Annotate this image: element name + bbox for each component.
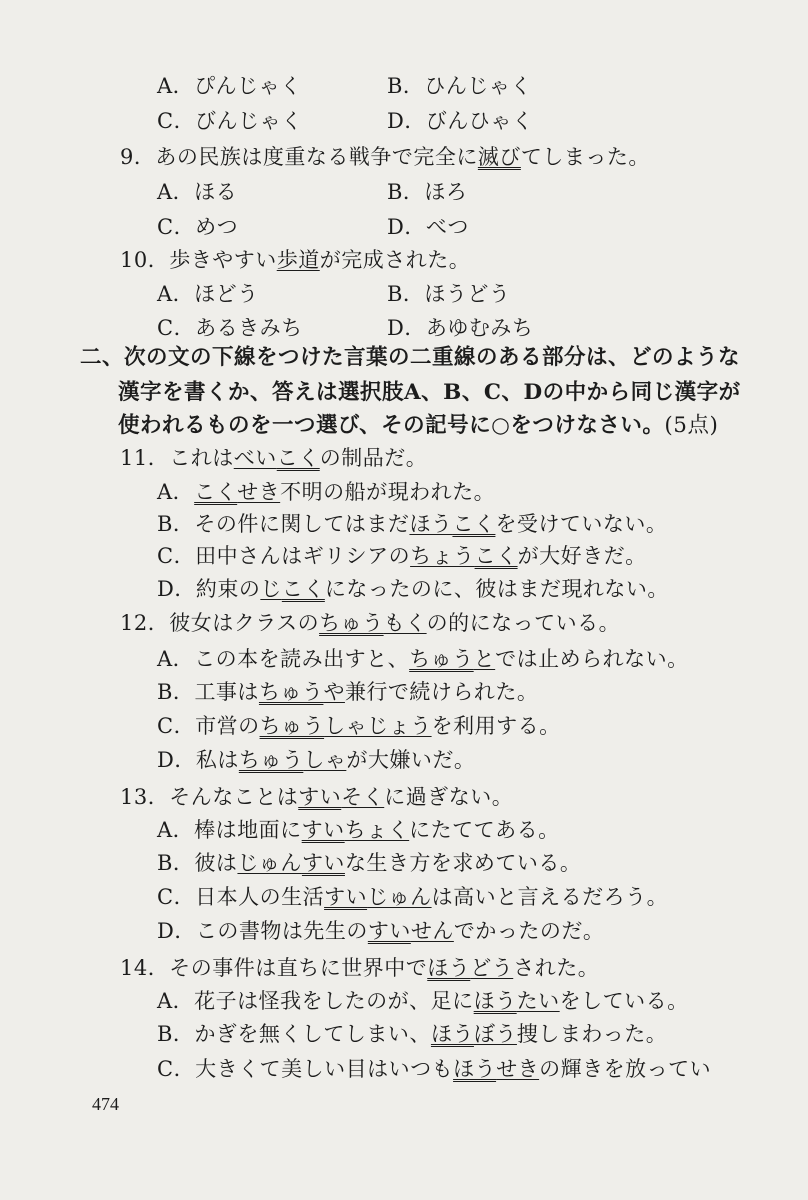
q11-option-d [157,575,669,603]
option-label: B． [157,851,195,875]
double-underlined-part: ほう [427,956,471,980]
option-text: かぎを無くしてしまい、 [194,1022,431,1046]
points-label: (5点) [664,413,719,438]
double-underlined-part: ちゅう [258,680,324,704]
underlined-part: どう [470,956,514,980]
option-label: A． [157,647,195,671]
q10-options-row-2 [157,314,534,342]
q10-option-d: D．あゆむみち [387,316,534,340]
q14-option-c [157,1055,711,1083]
option-text: 大きくて美しい目はいつも [195,1057,454,1081]
option-text: では止められない。 [495,647,689,671]
underlined-part: ちょく [344,818,410,842]
underlined-part: や [323,680,345,704]
question-text: その事件は直ちに世界中で [169,956,428,980]
option-label: C． [157,1057,196,1081]
option-label: C． [157,714,196,738]
option-text: 棒は地面に [194,818,302,842]
option-text: 私は [195,748,239,772]
question-10 [120,246,470,274]
question-text: が完成された。 [319,248,471,272]
target-word: 歩道 [276,248,320,272]
question-text: 歩きやすい [169,248,277,272]
double-underlined-part: こく [194,480,238,504]
double-underlined-part: こく [281,577,325,601]
question-12 [120,609,620,637]
target-word: 滅び [477,145,521,169]
option-label: A． [157,989,195,1013]
q12-option-b [157,678,538,706]
question-number: 11． [120,446,170,470]
option-text: は高いと言えるだろう。 [431,885,669,909]
question-number: 13． [120,785,170,809]
q8-options-row-2 [157,107,534,135]
page-number: 474 [92,1094,119,1114]
option-text: この書物は先生の [195,919,368,943]
option-text: 捜しまわった。 [516,1022,668,1046]
double-underlined-part: すい [324,885,368,909]
option-text: 彼は [194,851,238,875]
q13-option-d [157,917,604,945]
double-underlined-part: すい [301,851,345,875]
question-text: あの民族は度重なる戦争で完全に [155,145,478,169]
double-underlined-part: ちゅう [409,647,474,671]
option-label: C． [157,885,196,909]
q13-option-a [157,816,560,844]
double-underlined-part: ちゅう [238,748,304,772]
q9-option-a: A．ほる [157,180,238,204]
q9-option-d: D．べつ [387,215,469,239]
question-text: そんなことは [169,785,299,809]
underlined-part: じゅん [367,885,432,909]
q13-option-c [157,883,668,911]
underlined-part: せき [237,480,281,504]
q12-option-d [157,746,475,774]
option-label: B． [157,680,195,704]
q14-option-a [157,987,689,1015]
underlined-part: じ [260,577,282,601]
question-14 [120,954,599,982]
q11-option-c [157,542,647,570]
double-underlined-part: こく [452,512,496,536]
underlined-part: ぼう [473,1022,517,1046]
question-number: 12． [120,611,170,635]
q8-option-c: C．びんじゃく [157,109,303,133]
double-underlined-part: すい [367,919,411,943]
q14-option-b [157,1020,667,1048]
option-text: をしている。 [559,989,689,1013]
q9-option-c: C．めつ [157,215,239,239]
question-text: の的になっている。 [426,611,621,635]
underlined-part: ほう [409,512,453,536]
question-9 [120,143,650,171]
option-text: 市営の [195,714,260,738]
q11-option-b [157,510,667,538]
q8-option-b: B．ひんじゃく [387,74,532,98]
question-text: された。 [513,956,600,980]
option-text: を利用する。 [431,714,561,738]
double-underlined-part: こく [276,446,320,470]
option-text: が大嫌いだ。 [346,748,476,772]
q13-option-b [157,849,581,877]
option-text: が大好きだ。 [517,544,647,568]
instruction-text: 使われるものを一つ選び、その記号に○をつけなさい。 [118,413,665,438]
question-13 [120,783,513,811]
section-2-instruction-line-3 [118,412,718,440]
q8-option-d: D．びんひゃく [387,109,534,133]
option-label: C． [157,544,196,568]
q10-option-a: A．ほどう [157,282,259,306]
double-underlined-part: すい [298,785,342,809]
q12-option-a [157,645,689,673]
option-text: になったのに、彼はまだ現れない。 [324,577,669,601]
option-label: D． [157,577,196,601]
option-text: にたててある。 [409,818,560,842]
q12-option-c [157,712,561,740]
section-2-instruction-line-1: 二、次の文の下線をつけた言葉の二重線のある部分は、どのような [80,345,741,370]
question-text: 彼女はクラスの [169,611,320,635]
option-label: B． [157,512,195,536]
question-11 [120,444,427,472]
question-number: 9． [120,145,156,169]
option-text: 約束の [195,577,261,601]
option-label: A． [157,480,195,504]
q10-options-row-1 [157,280,511,308]
option-text: この本を読み出すと、 [194,647,410,671]
double-underlined-part: ほう [473,989,517,1013]
option-text: な生き方を求めている。 [344,851,582,875]
double-underlined-part: ちゅう [319,611,384,635]
q8-options-row-1 [157,72,532,100]
underlined-part: ちょう [410,544,475,568]
option-text: 日本人の生活 [195,885,325,909]
question-number: 14． [120,956,170,980]
question-number: 10． [120,248,170,272]
underlined-part: しゃ [303,748,347,772]
question-text: の制品だ。 [319,446,428,470]
underlined-part: せき [496,1057,540,1081]
underlined-part: べい [233,446,277,470]
option-text: 不明の船が現われた。 [280,480,496,504]
option-text: その件に関してはまだ [194,512,410,536]
option-text: 兼行で続けられた。 [344,680,539,704]
option-text: の輝きを放ってい [539,1057,712,1081]
option-label: D． [157,748,196,772]
option-text: でかったのだ。 [453,919,605,943]
underlined-part: たい [516,989,560,1013]
underlined-part: しゃじょう [324,714,432,738]
q9-options-row-1 [157,178,468,206]
section-2-instruction-line-2: 漢字を書くか、答えは選択肢A、B、C、Dの中から同じ漢字が [118,380,741,405]
option-text: を受けていない。 [495,512,668,536]
option-text: 花子は怪我をしたのが、足に [194,989,474,1013]
q8-option-a: A．ぴんじゃく [157,74,302,98]
underlined-part: と [473,647,496,671]
double-underlined-part: こく [474,544,518,568]
q11-option-a [157,478,495,506]
underlined-part: そく [341,785,385,809]
q9-options-row-2 [157,213,469,241]
underlined-part: もく [383,611,427,635]
q10-option-c: C．あるきみち [157,316,303,340]
option-text: 田中さんはギリシアの [195,544,411,568]
question-text: に過ぎない。 [384,785,514,809]
double-underlined-part: ほう [430,1022,474,1046]
q10-option-b: B．ほうどう [387,282,511,306]
underlined-part: じゅん [237,851,302,875]
double-underlined-part: ちゅう [259,714,325,738]
question-text: てしまった。 [520,145,650,169]
q9-option-b: B．ほろ [387,180,468,204]
option-label: B． [157,1022,195,1046]
option-label: A． [157,818,195,842]
option-label: D． [157,919,196,943]
question-text: これは [169,446,234,470]
double-underlined-part: すい [301,818,345,842]
underlined-part: せん [410,919,454,943]
option-text: 工事は [194,680,259,704]
double-underlined-part: ほう [453,1057,497,1081]
